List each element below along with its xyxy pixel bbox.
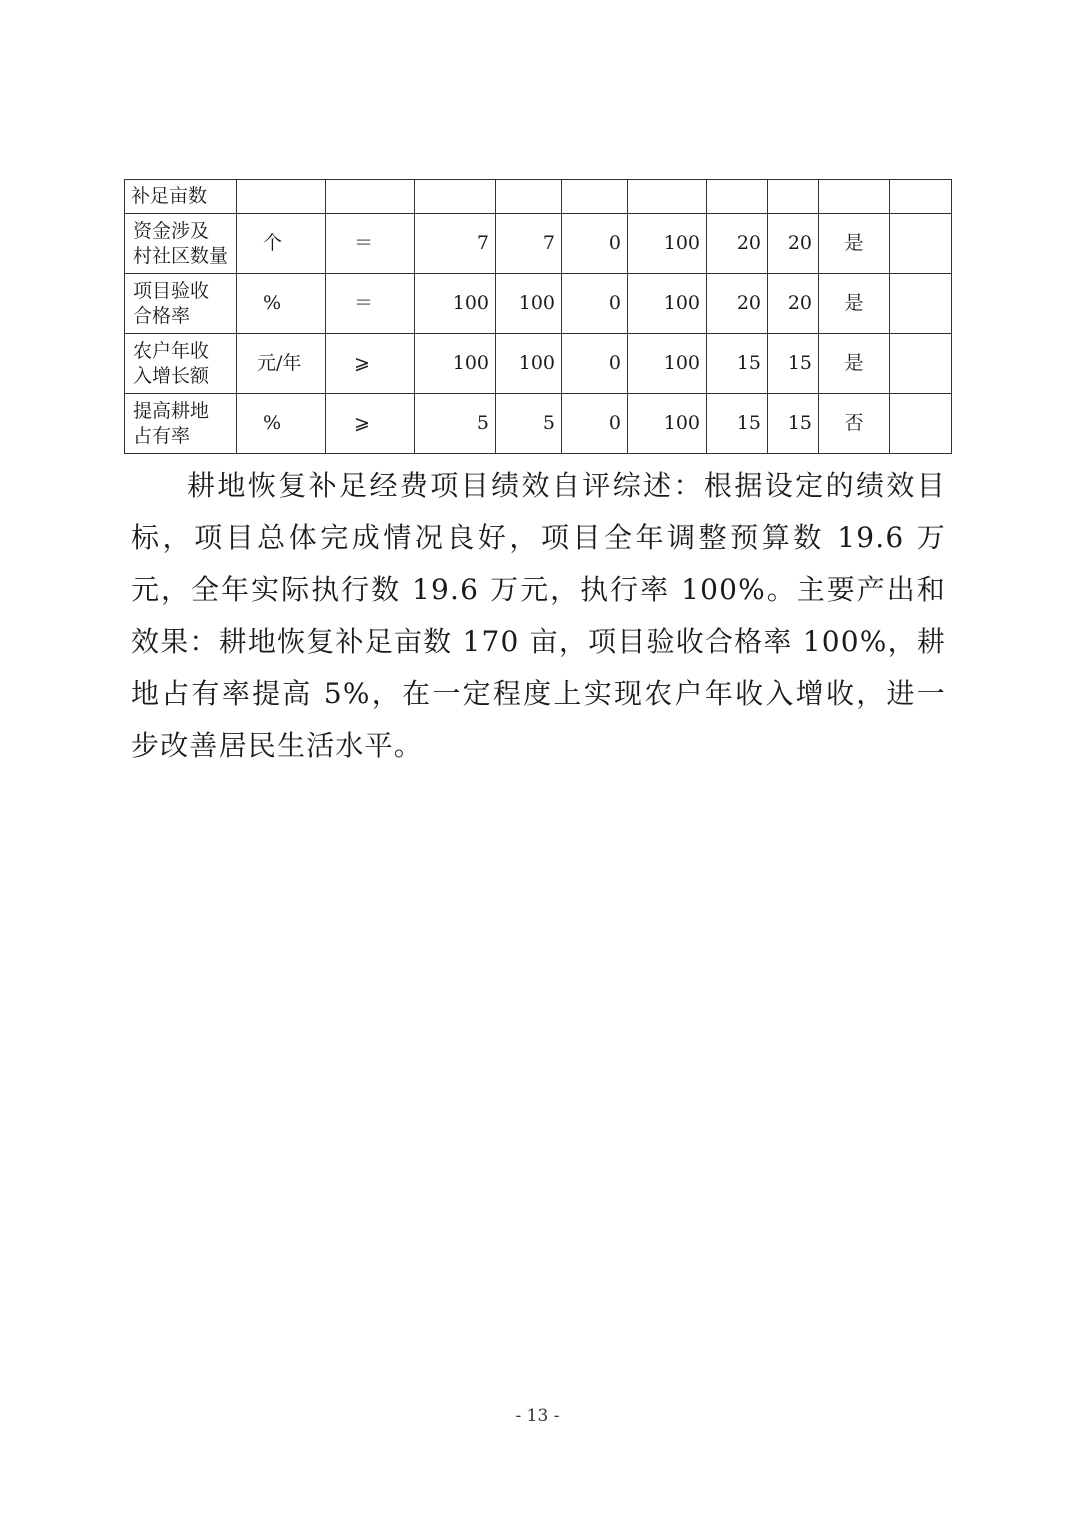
deviation-value: 0 (562, 334, 628, 394)
actual-value: 100 (496, 334, 562, 394)
weight-value: 20 (707, 214, 768, 274)
indicator-name: 农户年收 入增长额 (125, 334, 237, 394)
deviation-value: 0 (562, 214, 628, 274)
indicator-unit (237, 180, 326, 214)
indicator-unit: 个 (237, 214, 326, 274)
completion-rate: 100 (628, 274, 707, 334)
table-row (125, 180, 952, 214)
score-value: 20 (768, 274, 819, 334)
deviation-value: 0 (562, 394, 628, 454)
target-met-flag: 是 (819, 214, 890, 274)
actual-value: 7 (496, 214, 562, 274)
indicator-unit: 元/年 (237, 334, 326, 394)
completion-rate (628, 180, 707, 214)
target-value (415, 180, 496, 214)
target-value: 100 (415, 274, 496, 334)
table-row (125, 274, 952, 334)
deviation-value (562, 180, 628, 214)
actual-value: 5 (496, 394, 562, 454)
actual-value (496, 180, 562, 214)
weight-value: 20 (707, 274, 768, 334)
weight-value: 15 (707, 394, 768, 454)
completion-rate: 100 (628, 214, 707, 274)
score-value: 20 (768, 214, 819, 274)
indicator-operator: ⩾ (326, 394, 415, 454)
table-row (125, 214, 952, 274)
deviation-value: 0 (562, 274, 628, 334)
indicator-unit: % (237, 394, 326, 454)
note-cell (890, 274, 952, 334)
actual-value: 100 (496, 274, 562, 334)
performance-table (124, 179, 952, 454)
target-met-flag: 否 (819, 394, 890, 454)
target-met-flag: 是 (819, 334, 890, 394)
target-met-flag (819, 180, 890, 214)
target-value: 100 (415, 334, 496, 394)
target-value: 7 (415, 214, 496, 274)
score-value (768, 180, 819, 214)
note-cell (890, 334, 952, 394)
indicator-operator: ＝ (326, 274, 415, 334)
score-value: 15 (768, 394, 819, 454)
indicator-unit: % (237, 274, 326, 334)
table-row (125, 334, 952, 394)
indicator-name: 资金涉及 村社区数量 (125, 214, 237, 274)
indicator-name: 提高耕地 占有率 (125, 394, 237, 454)
target-value: 5 (415, 394, 496, 454)
completion-rate: 100 (628, 394, 707, 454)
indicator-name: 项目验收 合格率 (125, 274, 237, 334)
weight-value: 15 (707, 334, 768, 394)
note-cell (890, 214, 952, 274)
indicator-operator (326, 180, 415, 214)
note-cell (890, 180, 952, 214)
indicator-operator: ＝ (326, 214, 415, 274)
table-row (125, 394, 952, 454)
target-met-flag: 是 (819, 274, 890, 334)
summary-paragraph: 耕地恢复补足经费项目绩效自评综述：根据设定的绩效目标，项目总体完成情况良好，项目全年调整预算数 19.6 万元，全年实际执行数 19.6 万元，执行率 100%。主要产出和效果：耕地恢复补足亩数 170 亩，项目验收合格率 100%，耕地占有率提高 5%，在一定程度上实现农户年收入增收，进一步改善居民生活水平。 (131, 469, 946, 762)
indicator-name: 补足亩数 (125, 180, 237, 214)
completion-rate: 100 (628, 334, 707, 394)
weight-value (707, 180, 768, 214)
page-number: - 13 - (515, 1406, 560, 1426)
score-value: 15 (768, 334, 819, 394)
indicator-operator: ⩾ (326, 334, 415, 394)
note-cell (890, 394, 952, 454)
